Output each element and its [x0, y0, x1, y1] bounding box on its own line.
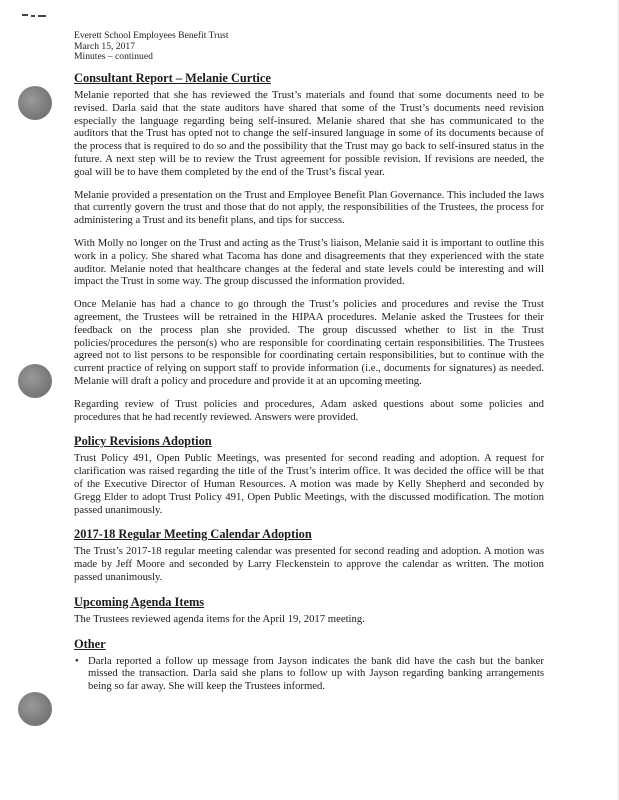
- paragraph: The Trustees reviewed agenda items for the April 19, 2017 meeting.: [74, 612, 365, 625]
- section-heading: Other: [74, 636, 106, 651]
- scan-mark: [22, 14, 46, 18]
- section-heading: Consultant Report – Melanie Curtice: [74, 71, 271, 85]
- paragraph: Regarding review of Trust policies and procedures, Adam asked questions about some policies and procedures that he had recently reviewed. Answers were provided.: [74, 397, 544, 423]
- punch-hole-top: [18, 86, 52, 120]
- document-header: [74, 31, 229, 63]
- section-policy-revisions: [74, 434, 544, 516]
- paragraph: Once Melanie has had a chance to go through the Trust’s policies and procedures and revise the Trust agreement, the Trustees will be retrained in the HIPAA procedures. Melanie asked the Trustees for their feedback on the process plan she provided. The group discussed whether to list in the Trust policies/procedures the person(s) who are responsible for coordinating certain responsibilities. The Trustees agreed not to list persons to be responsible for coordinating certain responsibilities, but to continue with the current practice of relying on support staff to provide information (i.e., documents for signatures) as needed. Melanie will draft a policy and procedure and provide it at an upcoming meeting.: [74, 298, 544, 387]
- header-continued: Minutes – continued: [74, 51, 153, 62]
- bullet-list: [74, 655, 544, 693]
- header-date: March 15, 2017: [74, 40, 136, 52]
- paragraph: Trust Policy 491, Open Public Meetings, was presented for second reading and adoption. A request for clarification was raised regarding the title of the Trust’s interim office. It was decided the office will be that of the Executive Director of Human Resources. A motion was made by Kelly Shepherd and seconded by Gregg Elder to adopt Trust Policy 491, Open Public Meetings, with the discussed modification. The motion passed unanimously.: [74, 452, 544, 516]
- bullet-icon: •: [75, 654, 79, 667]
- paragraph: The Trust’s 2017-18 regular meeting calendar was presented for second reading and adoption. A motion was made by Jeff Moore and seconded by Larry Fleckenstein to approve the calendar as written. The motion passed unanimously.: [74, 545, 544, 583]
- section-consultant-report: [74, 71, 544, 423]
- section-heading: Upcoming Agenda Items: [74, 594, 205, 609]
- paragraph: With Molly no longer on the Trust and acting as the Trust’s liaison, Melanie said it is important to outline this work in a policy. She shared what Tacoma has done and disagreements that they experienced with the state auditor. Melanie noted that healthcare changes at the federal and state levels could be interesting and will impact the Trust in some way. The group discussed the information provided.: [74, 236, 544, 288]
- list-item-text: Darla reported a follow up message from Jayson indicates the bank did have the cash but the banker missed the transaction. Darla said she plans to follow up with Jayson regarding banking arrangements being so far away. She will keep the Trustees informed.: [88, 654, 544, 693]
- paragraph: Melanie provided a presentation on the Trust and Employee Benefit Plan Governance. This included the laws that currently govern the trust and those that do not apply, the responsibilities of the Trustees, the process for administering a Trust and its benefit plans, and tips for success.: [74, 188, 544, 227]
- section-other: [74, 637, 544, 693]
- document-body: [74, 71, 544, 693]
- paragraph: Melanie reported that she has reviewed the Trust’s materials and found that some documents need to be revised. Darla said that the state auditors have shared that some of the Trust’s documents need revision especially the language regarding being self-insured. Melanie shared that she has communicated to the auditors that the Trust has opted not to change the self-insured language in some of its documents because of the process that is required to do so and the possibility that the Trust may go back to self-insured status in the future. A next step will be to review the Trust agreement for possible revision. If revisions are needed, the goal will be to have them completed by the end of the Trust’s fiscal year.: [74, 89, 544, 178]
- header-org-name: Everett School Employees Benefit Trust: [74, 30, 229, 41]
- section-heading: 2017-18 Regular Meeting Calendar Adoption: [74, 527, 312, 542]
- punch-hole-bottom: [18, 692, 52, 726]
- section-upcoming-agenda: [74, 595, 544, 626]
- list-item: [74, 655, 544, 693]
- section-calendar-adoption: [74, 527, 544, 583]
- punch-hole-middle: [18, 364, 52, 398]
- section-heading: Policy Revisions Adoption: [74, 434, 212, 449]
